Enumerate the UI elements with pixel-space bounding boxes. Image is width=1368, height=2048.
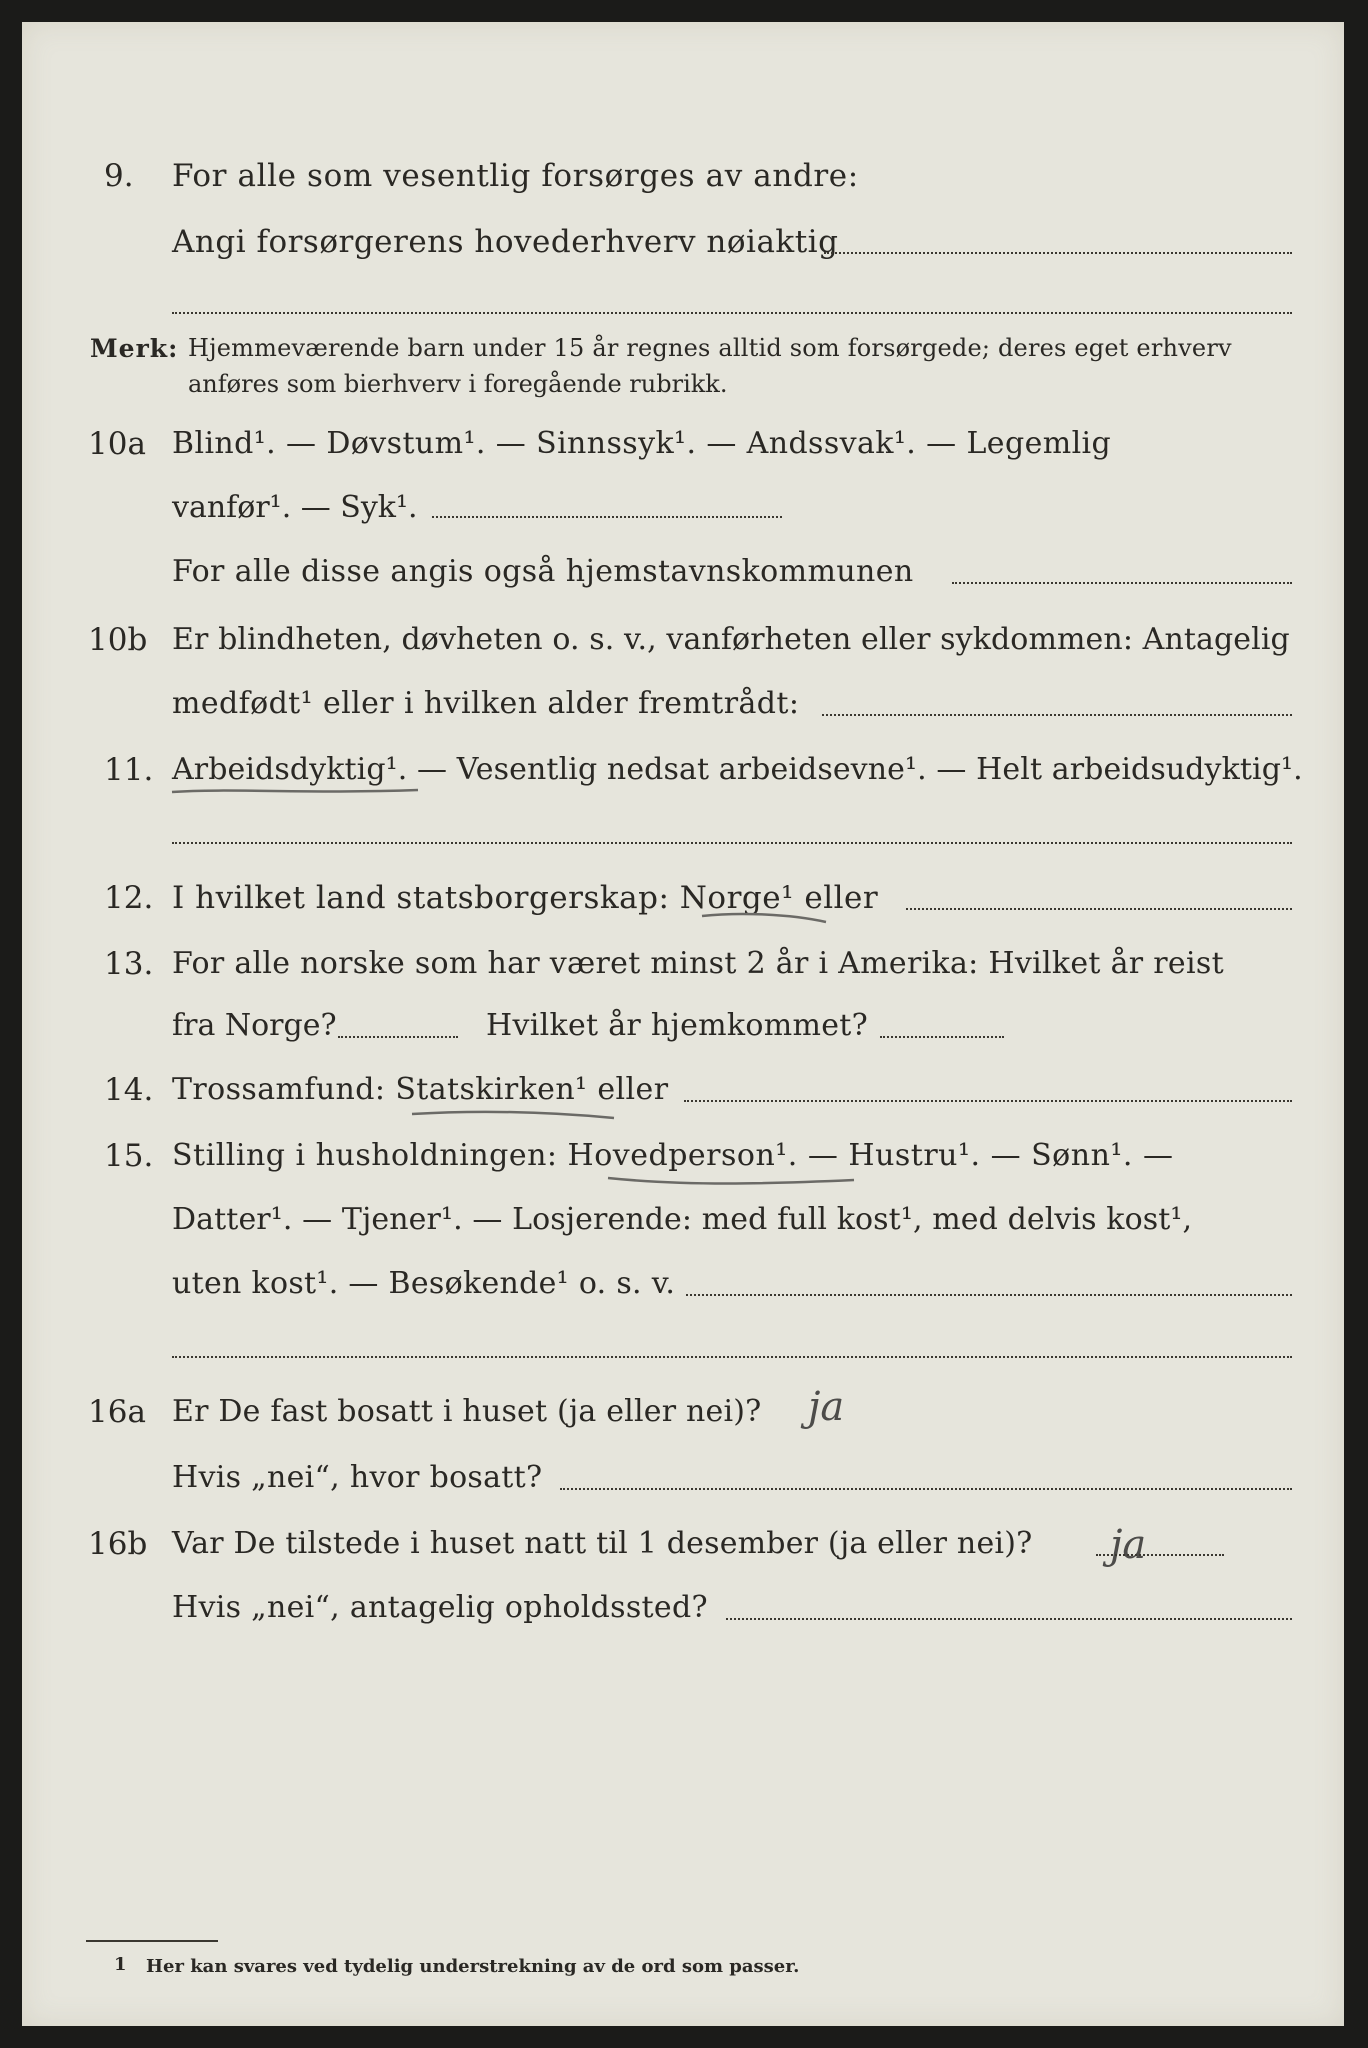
merk-line2: anføres som bierhverv i foregående rubrikk. — [188, 370, 728, 398]
q13-number: 13. — [104, 946, 154, 982]
q16a-answer-line — [560, 1488, 1292, 1490]
q12-line1: I hvilket land statsborgerskap: Norge¹ eller — [172, 880, 879, 916]
q16b-answer-line — [1096, 1554, 1224, 1556]
q14-handwritten-underline — [410, 1108, 616, 1122]
q15-handwritten-underline — [606, 1174, 856, 1188]
q10a-kommune-answer-line — [952, 582, 1292, 584]
q15-answer-line — [686, 1294, 1292, 1296]
q9-line1: For alle som vesentlig forsørges av andre: — [172, 158, 859, 194]
q14-answer-line — [684, 1100, 1292, 1102]
q16a-handwritten-answer: ja — [808, 1384, 845, 1430]
q15-answer-line-2 — [172, 1356, 1292, 1358]
q16b-handwritten-answer: ja — [1110, 1522, 1147, 1568]
q12-number: 12. — [104, 880, 154, 916]
q13-reist-answer-line — [338, 1036, 458, 1038]
q16b-line2: Hvis „nei“, antagelig opholdssted? — [172, 1590, 708, 1625]
q16a-number: 16a — [88, 1394, 146, 1430]
q10a-line1: Blind¹. — Døvstum¹. — Sinnssyk¹. — Andssvak¹. — Legemlig — [172, 426, 1112, 461]
footnote-rule — [86, 1940, 218, 1942]
q10a-line2: vanfør¹. — Syk¹. — [172, 490, 418, 525]
q11-line1: Arbeidsdyktig¹. — Vesentlig nedsat arbeidsevne¹. — Helt arbeidsudyktig¹. — [172, 752, 1303, 787]
q9-number: 9. — [104, 158, 134, 194]
q9-answer-line-2 — [172, 312, 1292, 314]
q13-line2b: Hvilket år hjemkommet? — [486, 1008, 869, 1043]
merk-line1: Hjemmeværende barn under 15 år regnes alltid som forsørgede; deres eget erhverv — [188, 334, 1232, 362]
q9-line2: Angi forsørgerens hovederhverv nøiaktig — [172, 224, 839, 260]
q16b-answer-line-2 — [726, 1618, 1292, 1620]
q11-handwritten-underline — [170, 784, 420, 796]
q12-handwritten-underline — [700, 910, 830, 926]
q10a-line3: For alle disse angis også hjemstavnskommunen — [172, 554, 914, 589]
merk-label: Merk: — [90, 334, 179, 363]
q14-line1: Trossamfund: Statskirken¹ eller — [172, 1072, 669, 1107]
q15-number: 15. — [104, 1138, 154, 1174]
q11-number: 11. — [104, 752, 154, 788]
q10b-number: 10b — [88, 622, 148, 658]
footnote-mark: 1 — [114, 1954, 127, 1975]
q10a-syk-answer-line — [432, 516, 782, 518]
q16a-line1: Er De fast bosatt i huset (ja eller nei)? — [172, 1394, 762, 1429]
q11-answer-line — [172, 842, 1292, 844]
q14-number: 14. — [104, 1072, 154, 1108]
q15-line3: uten kost¹. — Besøkende¹ o. s. v. — [172, 1266, 676, 1301]
q10b-line1: Er blindheten, døvheten o. s. v., vanførheten eller sykdommen: Antagelig — [172, 622, 1290, 657]
q10b-line2: medfødt¹ eller i hvilken alder fremtrådt: — [172, 686, 800, 721]
q16b-line1: Var De tilstede i huset natt til 1 desember (ja eller nei)? — [172, 1526, 1033, 1561]
q12-answer-line — [906, 908, 1292, 910]
footnote-text: Her kan svares ved tydelig understrekning av de ord som passer. — [146, 1956, 800, 1977]
q15-line1: Stilling i husholdningen: Hovedperson¹. — Hustru¹. — Sønn¹. — — [172, 1138, 1174, 1173]
q13-line1: For alle norske som har været minst 2 år i Amerika: Hvilket år reist — [172, 946, 1224, 981]
q13-hjemkommet-answer-line — [880, 1036, 1004, 1038]
q13-line2a: fra Norge? — [172, 1008, 337, 1043]
q9-answer-line — [824, 252, 1292, 254]
q15-line2: Datter¹. — Tjener¹. — Losjerende: med full kost¹, med delvis kost¹, — [172, 1202, 1193, 1237]
q16a-line2: Hvis „nei“, hvor bosatt? — [172, 1460, 543, 1495]
q10a-number: 10a — [88, 426, 146, 462]
q16b-number: 16b — [88, 1526, 148, 1562]
q10b-answer-line — [822, 714, 1292, 716]
